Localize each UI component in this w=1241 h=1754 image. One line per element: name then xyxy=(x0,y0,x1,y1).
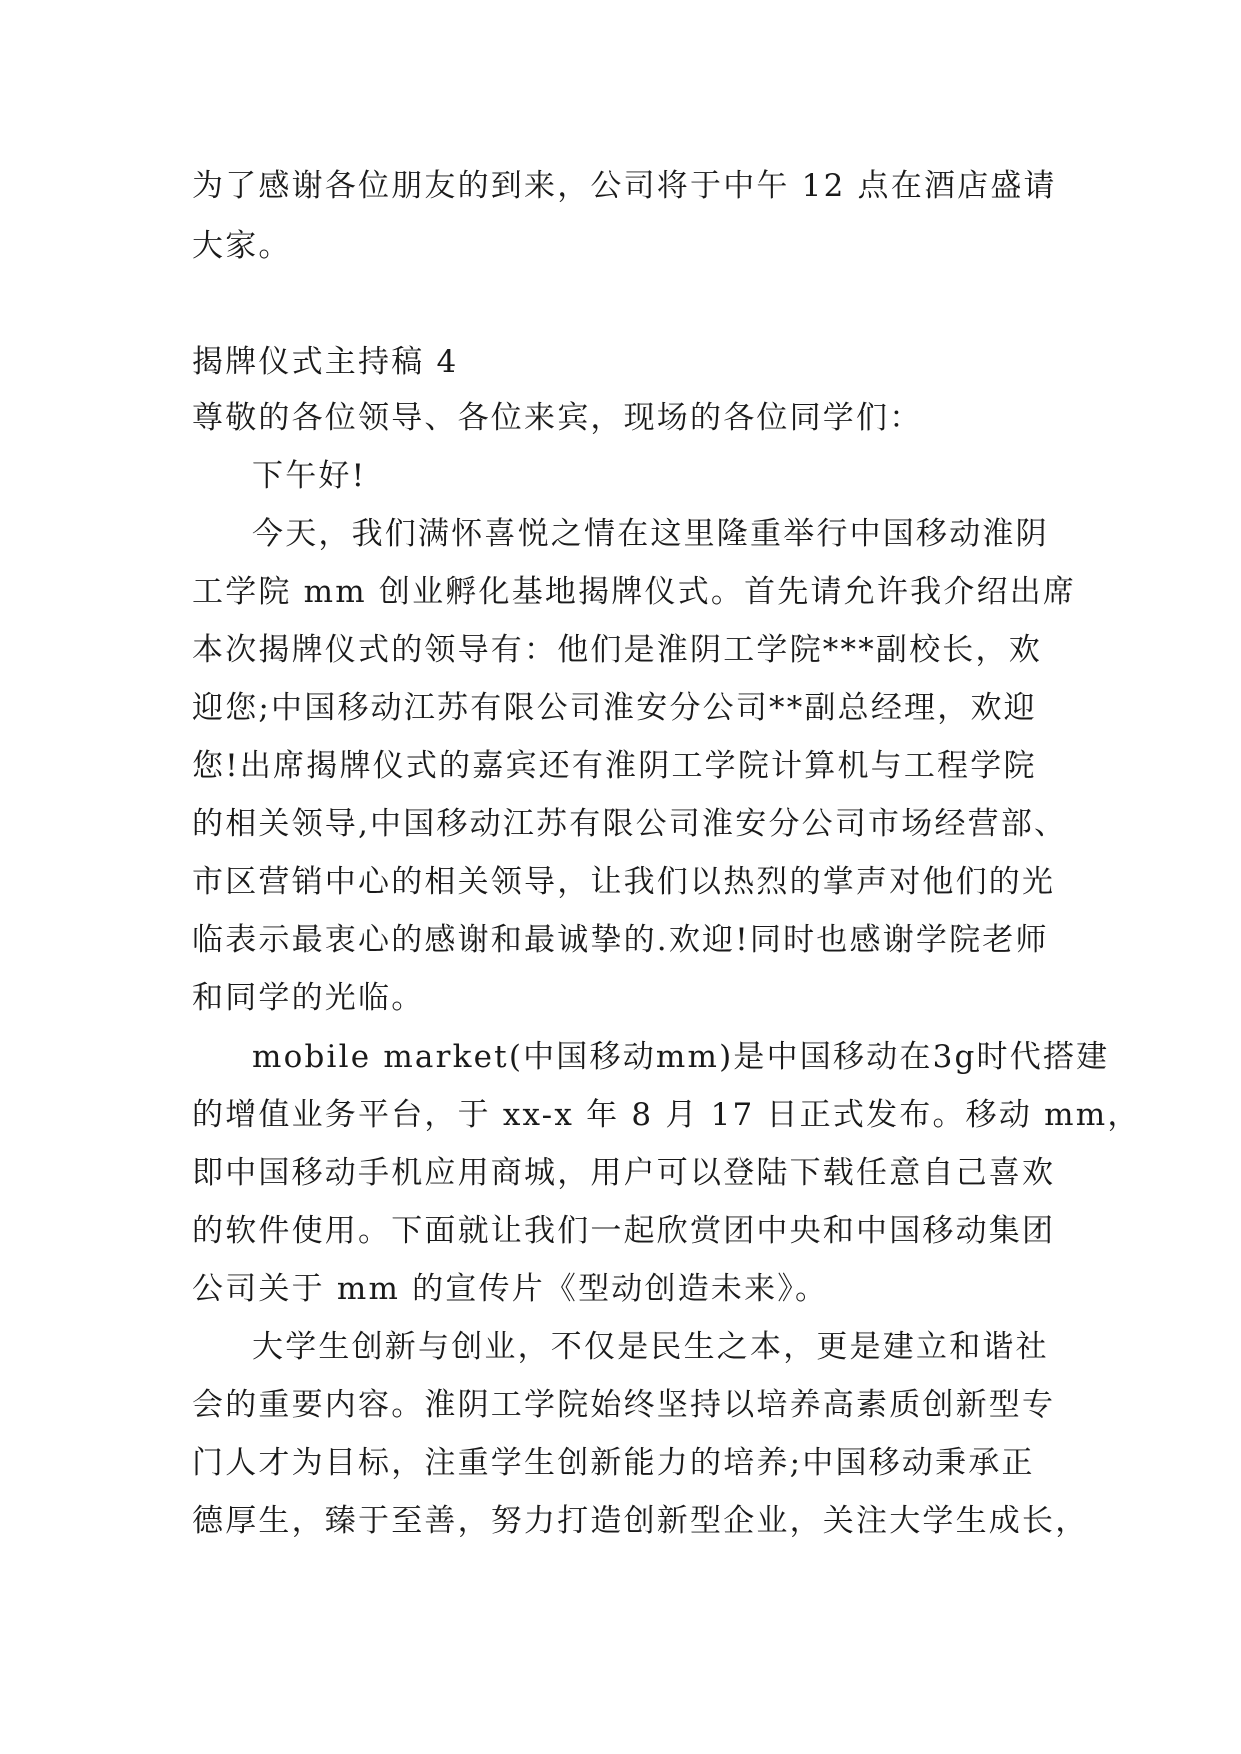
text-line: 迎您;中国移动江苏有限公司淮安分公司**副总经理，欢迎 xyxy=(192,690,1037,726)
text-line: 您!出席揭牌仪式的嘉宾还有淮阴工学院计算机与工程学院 xyxy=(192,748,1037,784)
text-line: 会的重要内容。淮阴工学院始终坚持以培养高素质创新型专 xyxy=(192,1387,1056,1423)
text-line: 的相关领导,中国移动江苏有限公司淮安分公司市场经营部、 xyxy=(192,806,1068,842)
text-line: 本次揭牌仪式的领导有：他们是淮阴工学院***副校长，欢 xyxy=(192,632,1042,668)
text-line: 和同学的光临。 xyxy=(192,980,425,1016)
text-line: mobile market(中国移动mm)是中国移动在3g时代搭建 xyxy=(252,1039,1110,1075)
text-line: 为了感谢各位朋友的到来，公司将于中午 12 点在酒店盛请 xyxy=(192,168,1057,204)
text-line: 门人才为目标，注重学生创新能力的培养;中国移动秉承正 xyxy=(192,1445,1035,1481)
salutation: 尊敬的各位领导、各位来宾，现场的各位同学们： xyxy=(192,400,923,436)
text-line: 即中国移动手机应用商城，用户可以登陆下载任意自己喜欢 xyxy=(192,1155,1056,1191)
text-line: 公司关于 mm 的宣传片《型动创造未来》。 xyxy=(192,1271,829,1307)
text-line: 市区营销中心的相关领导，让我们以热烈的掌声对他们的光 xyxy=(192,864,1056,900)
text-line: 大家。 xyxy=(192,228,292,264)
text-line: 今天，我们满怀喜悦之情在这里隆重举行中国移动淮阴 xyxy=(252,516,1049,552)
text-line: 临表示最衷心的感谢和最诚挚的.欢迎!同时也感谢学院老师 xyxy=(192,922,1049,958)
text-line: 大学生创新与创业，不仅是民生之本，更是建立和谐社 xyxy=(252,1329,1049,1365)
text-line: 的增值业务平台，于 xx-x 年 8 月 17 日正式发布。移动 mm， xyxy=(192,1097,1141,1133)
text-line: 的软件使用。下面就让我们一起欣赏团中央和中国移动集团 xyxy=(192,1213,1056,1249)
greeting: 下午好! xyxy=(252,458,367,494)
text-line: 工学院 mm 创业孵化基地揭牌仪式。首先请允许我介绍出席 xyxy=(192,574,1077,610)
section-heading: 揭牌仪式主持稿 4 xyxy=(192,344,459,380)
text-line: 德厚生，臻于至善，努力打造创新型企业，关注大学生成长， xyxy=(192,1503,1089,1539)
